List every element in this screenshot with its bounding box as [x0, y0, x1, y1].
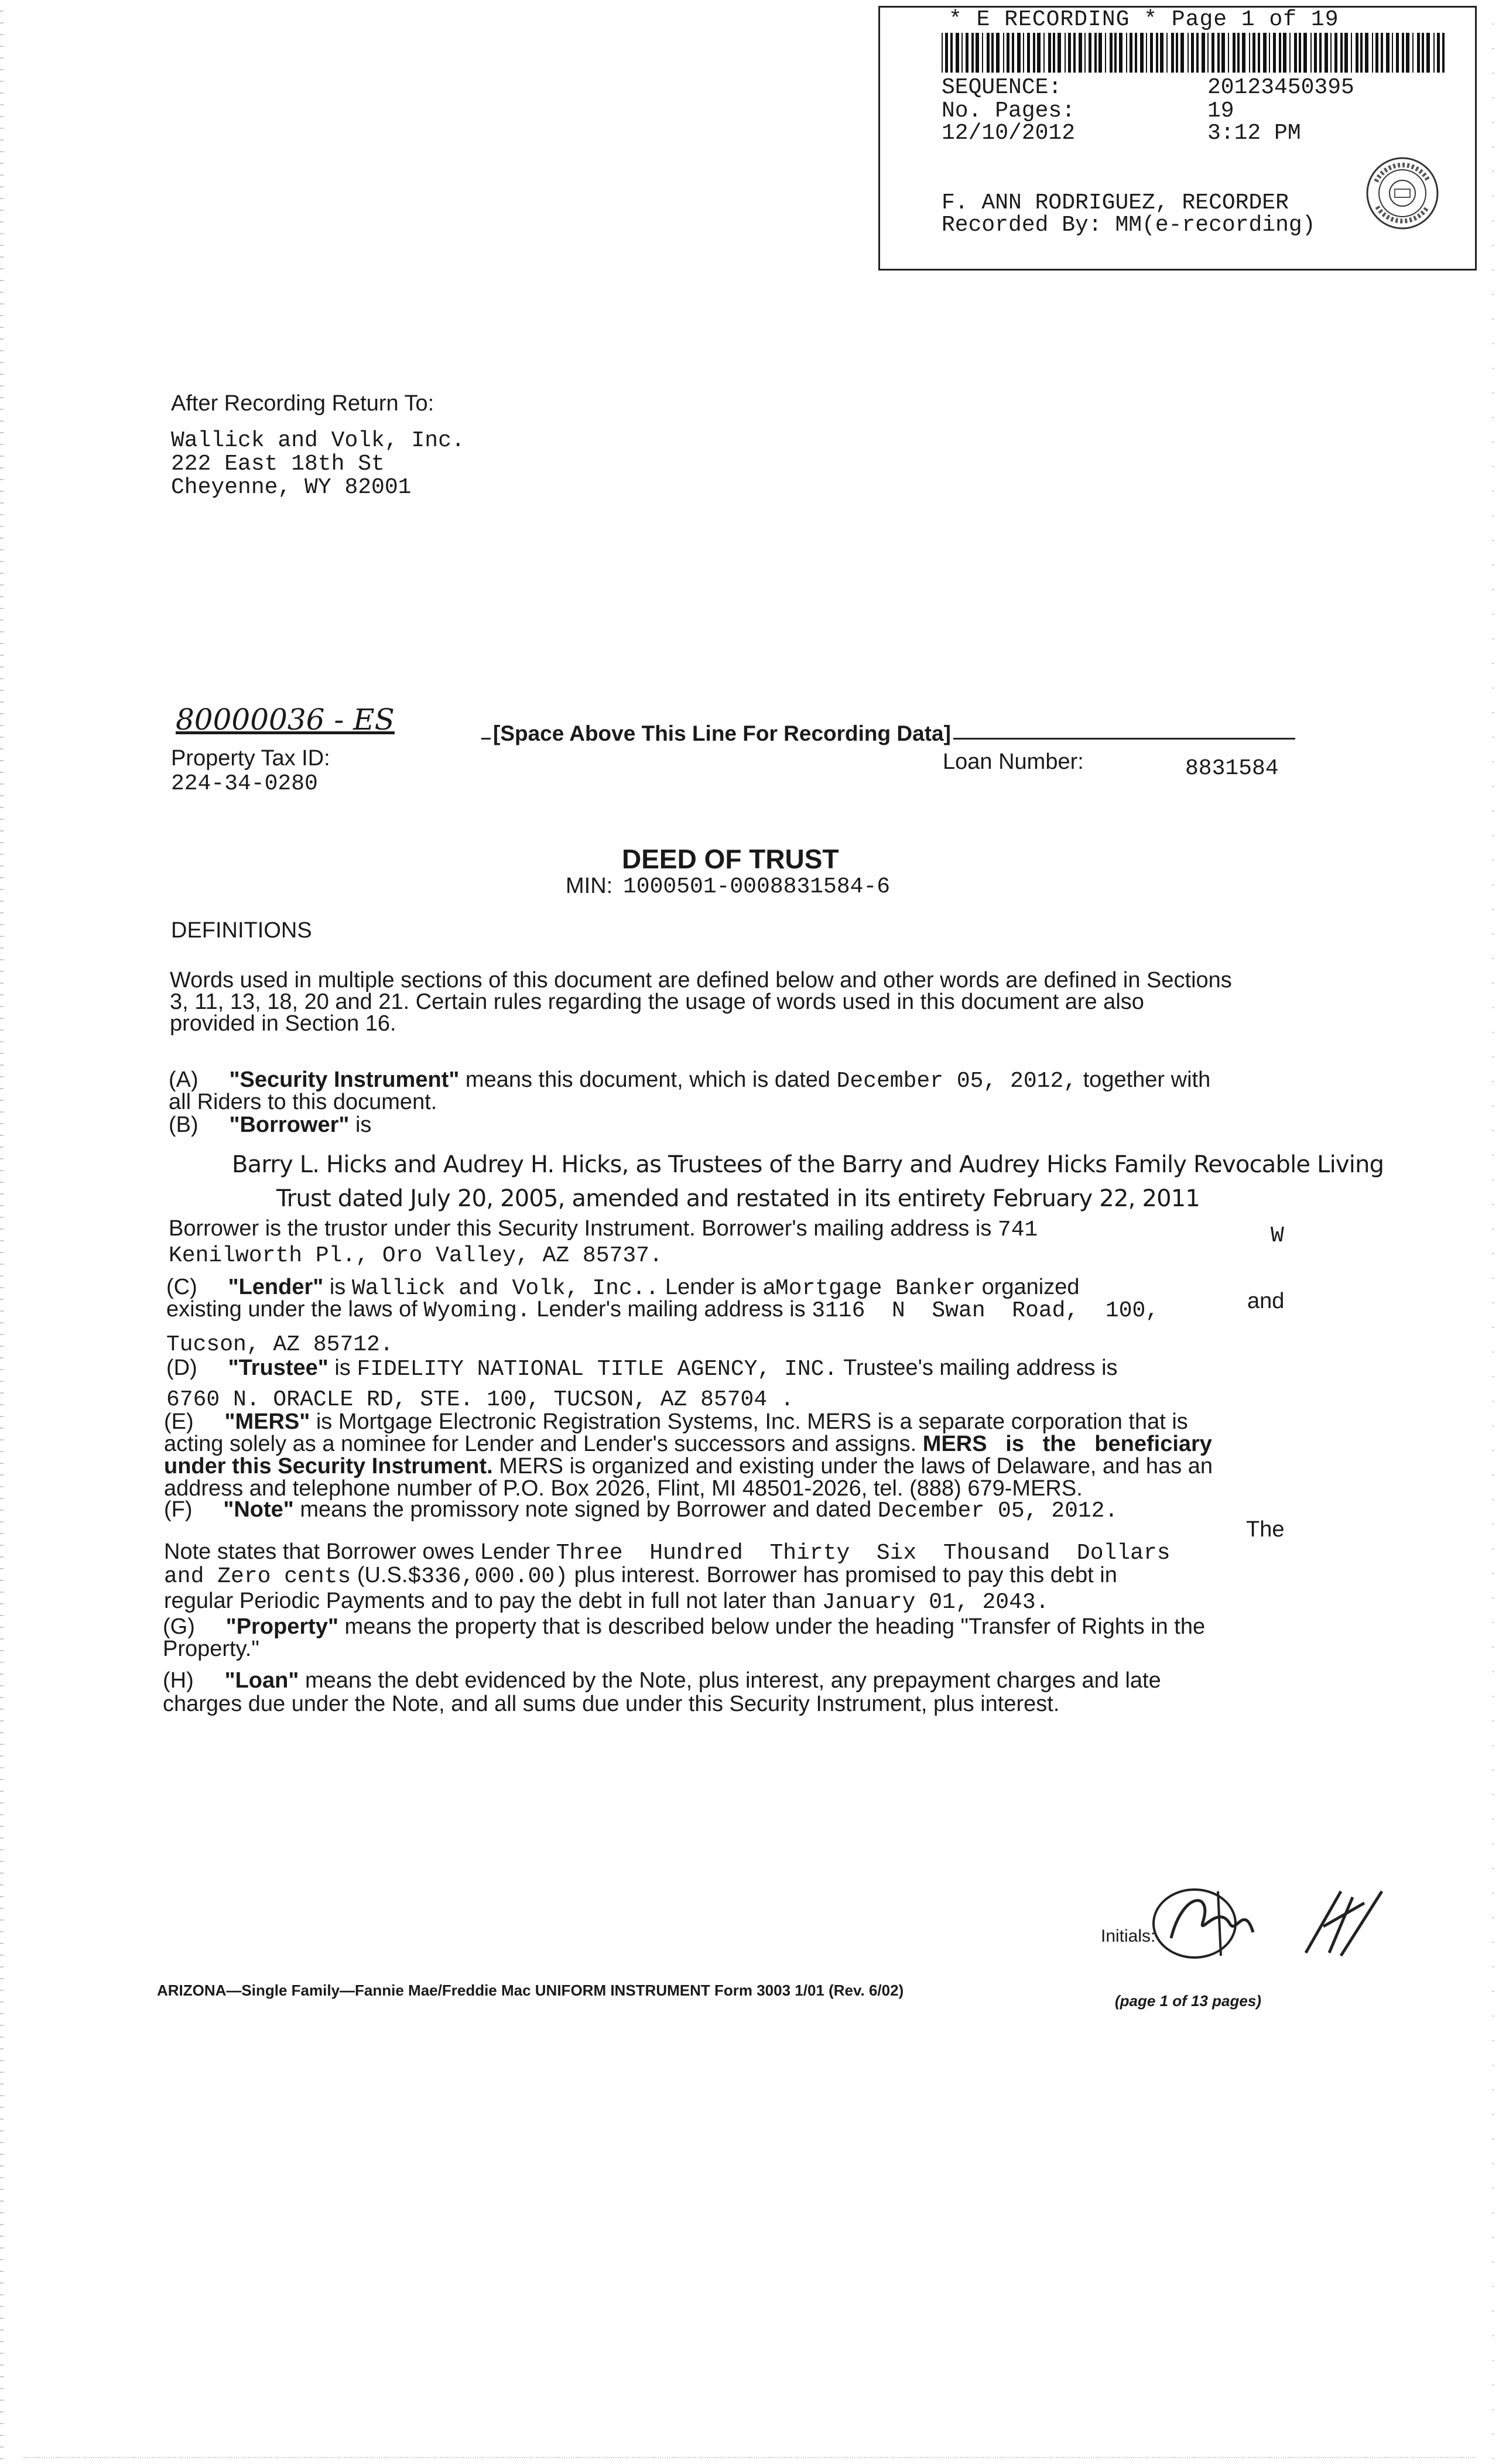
def-a-label: (A): [169, 1067, 199, 1092]
def-e-line3: [164, 1456, 1213, 1477]
def-e-line1: is Mortgage Electronic Registration Systems, Inc. MERS is a separate corporation that is: [316, 1409, 1188, 1434]
def-f-line2a: Note states that Borrower owes Lender: [164, 1539, 550, 1564]
def-c-type: Mortgage Banker: [775, 1276, 976, 1301]
borrower-name-line2: Trust dated July 20, 2005, amended and restated in its entirety February 22, 2011: [276, 1185, 1200, 1212]
footer-form: ARIZONA—Single Family—Fannie Mae/Freddie Mac UNIFORM INSTRUMENT Form 3003 1/01 (Rev. 6/02): [157, 1982, 904, 1999]
return-to-label: After Recording Return To:: [171, 391, 434, 416]
def-b-addr2: Kenilworth Pl., Oro Valley, AZ 85737.: [169, 1243, 663, 1268]
pages-value: 19: [1207, 98, 1234, 124]
def-a-term: "Security Instrument": [229, 1067, 460, 1092]
def-d: [166, 1357, 1118, 1380]
def-e-line2b: MERS is the beneficiary: [922, 1432, 1212, 1456]
footer-page: (page 1 of 13 pages): [1115, 1992, 1261, 2010]
def-h-line2: charges due under the Note, and all sums due under this Security Instrument, plus interest.: [163, 1692, 1060, 1716]
document-title: DEED OF TRUST: [622, 844, 839, 874]
def-g: [163, 1616, 1205, 1638]
def-b-addr1-direction: W: [1271, 1223, 1284, 1248]
def-h-line1: means the debt evidenced by the Note, plus interest, any prepayment charges and late: [304, 1668, 1161, 1693]
initials-signature-icon: [1148, 1868, 1405, 1967]
def-f-maturity: January 01, 2043.: [822, 1590, 1049, 1615]
def-c-state: Wyoming.: [423, 1298, 531, 1323]
return-to-line1: Wallick and Volk, Inc.: [171, 428, 465, 453]
space-above-label: [Space Above This Line For Recording Data]: [491, 721, 953, 746]
recording-header: * E RECORDING * Page 1 of 19: [949, 7, 1339, 32]
def-f-term: "Note": [223, 1497, 294, 1522]
definitions-heading: DEFINITIONS: [171, 918, 312, 943]
def-b-mailing: [169, 1218, 1038, 1241]
def-d-label: (D): [166, 1356, 197, 1380]
min-value: 1000501-0008831584-6: [623, 874, 891, 899]
def-c-term: "Lender": [228, 1275, 324, 1299]
def-h-term: "Loan": [224, 1668, 299, 1693]
def-a-text1: means this document, which is dated: [465, 1067, 831, 1092]
def-d-trustee: FIDELITY NATIONAL TITLE AGENCY, INC.: [357, 1357, 838, 1382]
recorded-by: Recorded By: MM(e-recording): [942, 213, 1316, 238]
def-c-text3: and: [1247, 1289, 1285, 1313]
scan-edge-right: [1492, 0, 1494, 2464]
def-g-line2: Property.": [163, 1637, 259, 1661]
county-seal-icon: [1364, 155, 1440, 231]
def-b-term: "Borrower": [229, 1113, 350, 1137]
def-c-addr2: Tucson, AZ 85712.: [166, 1332, 393, 1357]
def-e-line3b: MERS is organized and existing under the laws of Delaware, and has an: [499, 1454, 1213, 1479]
def-f-line4a: regular Periodic Payments and to pay the debt in full not later than: [164, 1589, 816, 1613]
def-c-line2a: existing under the laws of: [166, 1297, 417, 1322]
return-to-line3: Cheyenne, WY 82001: [171, 475, 412, 500]
loan-number-value: 8831584: [1185, 756, 1279, 781]
def-f-usd-prefix: (U.S.: [357, 1563, 408, 1587]
def-h-label: (H): [163, 1668, 194, 1693]
def-d-text1: Trustee's mailing address is: [843, 1356, 1118, 1380]
def-c: [166, 1277, 1079, 1299]
def-g-term: "Property": [225, 1614, 338, 1639]
intro-line2: 3, 11, 13, 18, 20 and 21. Certain rules regarding the usage of words used in this document are also: [170, 990, 1144, 1014]
def-e: [164, 1411, 1188, 1433]
def-b-label: (B): [169, 1113, 199, 1137]
def-f-line3: [164, 1565, 1117, 1587]
def-f-amount: $336,000.00): [408, 1564, 569, 1589]
def-g-line1: means the property that is described below under the heading "Transfer of Rights in the: [344, 1614, 1206, 1639]
def-b-is: is: [355, 1113, 372, 1137]
def-e-line3a: under this Security Instrument.: [164, 1454, 493, 1479]
pages-label: No. Pages:: [942, 98, 1076, 124]
loan-number-label: Loan Number:: [943, 750, 1084, 774]
def-c-text1: Lender is a: [665, 1275, 775, 1299]
def-a: [169, 1069, 1210, 1092]
def-f: [164, 1499, 1118, 1522]
def-d-is: is: [334, 1356, 351, 1380]
min-label: MIN:: [566, 874, 613, 898]
sequence-label: SEQUENCE:: [942, 75, 1062, 100]
def-d-term: "Trustee": [228, 1356, 328, 1380]
def-a-date: December 05, 2012,: [836, 1069, 1077, 1094]
tax-id-label: Property Tax ID:: [171, 746, 330, 771]
sequence-value: 20123450395: [1207, 75, 1354, 100]
def-f-date: December 05, 2012.: [877, 1498, 1118, 1524]
def-f-line3b: plus interest. Borrower has promised to pay this debt in: [574, 1563, 1117, 1587]
scan-edge-bottom: [23, 2457, 1476, 2458]
def-c-addr1: 3116 N Swan Road, 100,: [812, 1298, 1159, 1323]
def-b-addr1: 741: [997, 1217, 1038, 1243]
def-h: [163, 1670, 1161, 1692]
initials-label: Initials:: [1101, 1926, 1156, 1946]
def-e-line2a: acting solely as a nominee for Lender and Lender's successors and assigns.: [164, 1432, 917, 1456]
def-a-text2: together with: [1083, 1067, 1211, 1092]
def-e-term: "MERS": [224, 1409, 310, 1434]
def-f-the: The: [1246, 1517, 1285, 1542]
def-a-line2: all Riders to this document.: [169, 1090, 437, 1114]
def-e-label: (E): [164, 1409, 194, 1434]
recording-time: 3:12 PM: [1207, 121, 1301, 146]
def-c-is: is: [329, 1275, 346, 1299]
intro-line3: provided in Section 16.: [170, 1011, 396, 1036]
def-c-line2: [166, 1299, 1159, 1322]
handwritten-reference: 80000036 - ES: [176, 703, 395, 737]
recorder-name: F. ANN RODRIGUEZ, RECORDER: [942, 190, 1289, 215]
def-f-amount-words2: and Zero cents: [164, 1564, 351, 1589]
def-f-amount-words1: Three Hundred Thirty Six Thousand Dollars: [556, 1541, 1171, 1566]
def-d-addr: 6760 N. ORACLE RD, STE. 100, TUCSON, AZ 85704 .: [166, 1387, 794, 1412]
def-f-line2: [164, 1541, 1171, 1564]
recording-date: 12/10/2012: [942, 121, 1076, 146]
def-c-lender: Wallick and Volk, Inc..: [351, 1276, 659, 1301]
borrower-name-line1: Barry L. Hicks and Audrey H. Hicks, as Trustees of the Barry and Audrey Hicks Family Revocable Living: [232, 1151, 1384, 1178]
tax-id-value: 224-34-0280: [171, 771, 318, 796]
intro-line1: Words used in multiple sections of this document are defined below and other words are defined in Sections: [170, 968, 1232, 993]
def-e-line4: address and telephone number of P.O. Box 2026, Flint, MI 48501-2026, tel. (888) 679-MERS.: [164, 1476, 1083, 1501]
def-f-text1: means the promissory note signed by Borrower and dated: [300, 1497, 872, 1522]
def-c-line2b: Lender's mailing address is: [536, 1297, 806, 1322]
def-b-mailing-text: Borrower is the trustor under this Security Instrument. Borrower's mailing address is: [169, 1216, 992, 1241]
def-g-label: (G): [163, 1614, 195, 1639]
return-to-line2: 222 East 18th St: [171, 451, 385, 477]
def-f-line4: [164, 1590, 1049, 1613]
def-f-label: (F): [164, 1497, 193, 1522]
def-c-label: (C): [166, 1275, 197, 1299]
def-e-line2: [164, 1433, 1212, 1455]
scan-edge-left: [0, 0, 4, 2464]
def-c-text2: organized: [981, 1275, 1080, 1299]
barcode: [942, 33, 1445, 73]
def-b: [169, 1114, 371, 1136]
